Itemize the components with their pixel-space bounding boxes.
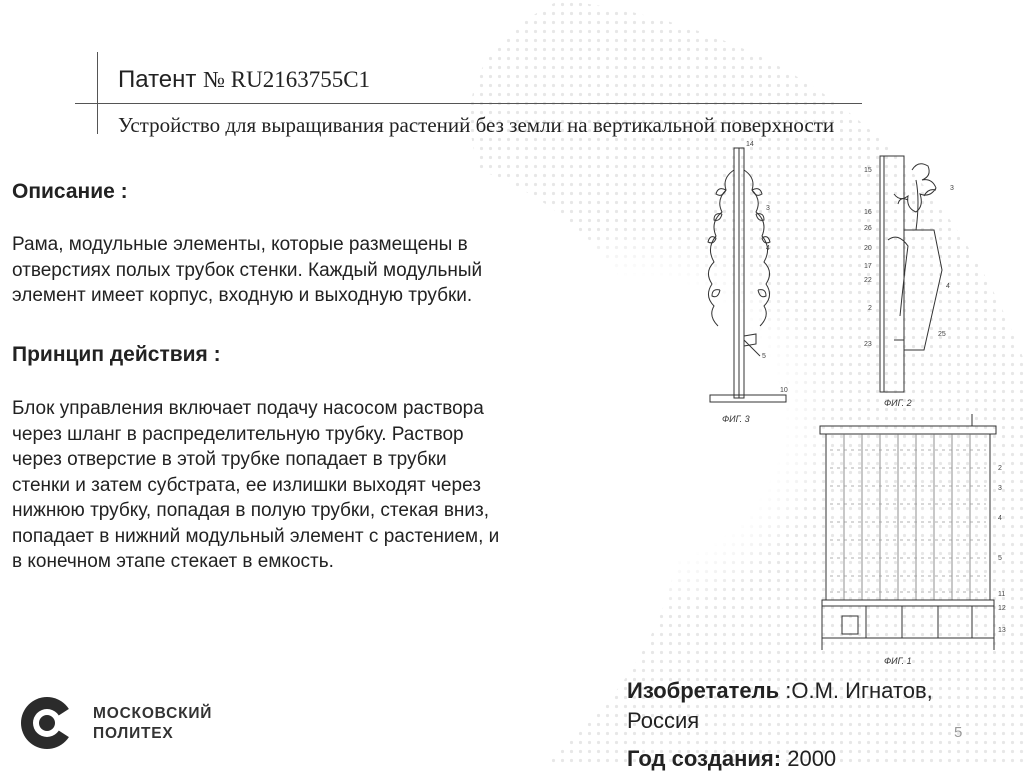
patent-number: № RU2163755C1 (203, 67, 371, 92)
year-label: Год создания: (627, 746, 782, 771)
svg-text:4: 4 (946, 283, 950, 290)
svg-text:4: 4 (766, 245, 770, 252)
title-horizontal-rule (75, 103, 862, 104)
svg-text:2: 2 (998, 465, 1002, 472)
svg-text:5: 5 (762, 353, 766, 360)
logo-wordmark (93, 704, 212, 744)
inventor-country: Россия (627, 708, 700, 733)
principle-line: стенки и затем субстрата, ее излишки выходят через (12, 474, 481, 496)
svg-text:13: 13 (998, 627, 1006, 634)
svg-text:2: 2 (868, 305, 872, 312)
principle-heading: Принцип действия : (12, 343, 221, 366)
svg-text:16: 16 (864, 209, 872, 216)
description-line: элемент имеет корпус, входную и выходную трубки. (12, 285, 473, 306)
description-line: отверстиях полых трубок стенки. Каждый модульный (12, 259, 483, 281)
inventor-label: Изобретатель (627, 678, 780, 703)
figure-3-caption: ФИГ. 3 (722, 414, 750, 424)
svg-text:3: 3 (950, 185, 954, 192)
figure-3-drawing (700, 140, 800, 425)
principle-line: Блок управления включает подачу насосом раствора (12, 398, 484, 419)
principle-text (12, 396, 499, 575)
moscow-polytech-logo-icon (19, 695, 75, 751)
svg-text:23: 23 (864, 341, 872, 348)
svg-text:3: 3 (766, 205, 770, 212)
figure-2-drawing (858, 150, 968, 412)
principle-line: через отверстие в этой трубке попадает в трубки (12, 449, 447, 470)
principle-line: в конечном этапе стекает в емкость. (12, 551, 334, 572)
svg-text:14: 14 (746, 141, 754, 148)
svg-text:5: 5 (998, 555, 1002, 562)
principle-line: через шланг в распределительную трубку. Раствор (12, 423, 464, 445)
svg-text:15: 15 (864, 167, 872, 174)
logo-line-1: МОСКОВСКИЙ (93, 705, 213, 722)
svg-text:25: 25 (938, 331, 946, 338)
inventor-value: :О.М. Игнатов, (779, 678, 933, 703)
principle-line: попадает в нижний модульный элемент с растением, и (12, 525, 500, 547)
year-value: 2000 (781, 746, 837, 771)
title-vertical-rule (97, 52, 98, 134)
patent-title (118, 66, 370, 94)
patent-subtitle: Устройство для выращивания растений без земли на вертикальной поверхности (118, 113, 835, 137)
description-line: Рама, модульные элементы, которые размещены в (12, 234, 468, 255)
figure-1-drawing (812, 410, 1012, 670)
svg-text:22: 22 (864, 277, 872, 284)
svg-text:17: 17 (864, 263, 872, 270)
svg-text:3: 3 (998, 485, 1002, 492)
svg-text:12: 12 (998, 605, 1006, 612)
logo-line-2: ПОЛИТЕХ (93, 725, 174, 742)
svg-text:20: 20 (864, 245, 872, 252)
svg-text:11: 11 (998, 591, 1006, 598)
description-text (12, 232, 482, 309)
svg-text:10: 10 (780, 387, 788, 394)
inventor-line (627, 676, 1017, 706)
svg-text:26: 26 (864, 225, 872, 232)
patent-label: Патент (118, 66, 197, 93)
page-number: 5 (954, 724, 963, 741)
figure-2-caption: ФИГ. 2 (884, 398, 912, 408)
svg-text:4: 4 (998, 515, 1002, 522)
principle-line: нижнюю трубку, попадая в полую трубки, стекая вниз, (12, 500, 490, 521)
figure-1-caption: ФИГ. 1 (884, 656, 912, 666)
description-heading: Описание : (12, 180, 128, 203)
year-line (627, 746, 836, 772)
